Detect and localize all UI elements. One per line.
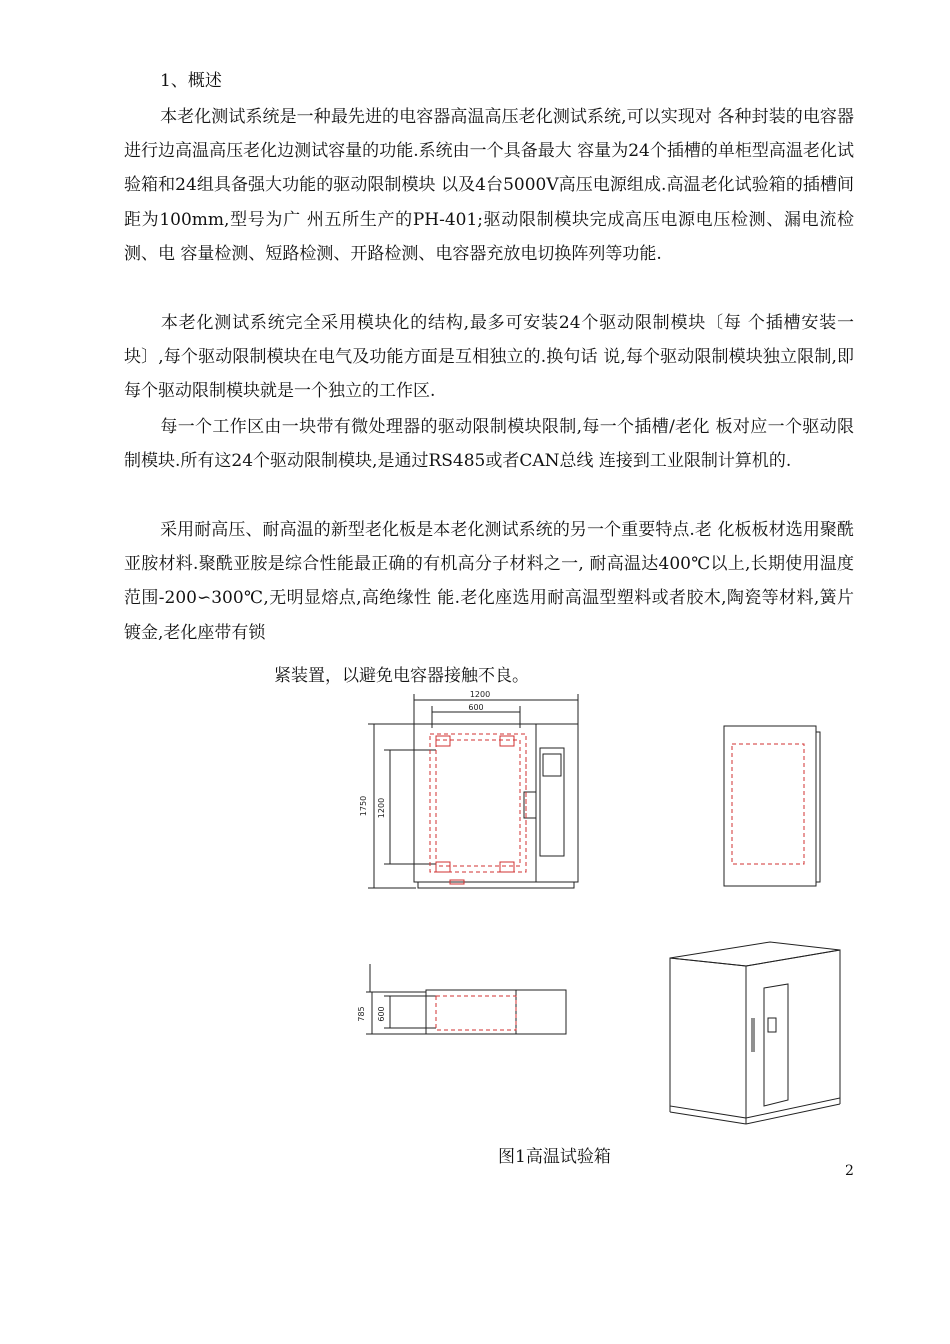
dim-depth-inner: 600 [377,1006,386,1022]
front-view-chamber-outline [430,734,526,872]
dim-height-outer: 1750 [359,795,368,817]
top-view-drawing [366,964,566,1034]
paragraph-overview: 本老化测试系统是一种最先进的电容器高温高压老化测试系统,可以实现对 各种封装的电容器进行边高温高压老化边测试容量的功能.系统由一个具备最大 容量为24个插槽的单柜型高温老化试验箱和24组具备强大功能的驱动限制模块 以及4台5000V高压电源组成.高温老化试验箱的插槽间距为100mm,型号为广 州五所生产的PH-401;驱动限制模块完成高压电源电压检测、漏电流检测、电 容量检测、短路检测、开路检测、电容器充放电切换阵列等功能. [124,107,854,264]
section-heading: 1、概述 [160,71,222,91]
isometric-view-drawing [670,942,840,1124]
page-number: 2 [845,1163,854,1179]
dim-width-outer: 1200 [469,690,491,699]
dim-height-inner: 1200 [377,797,386,819]
top-view-chamber-outline [436,996,516,1030]
chamber-drawing-figure [340,688,860,1136]
side-view-drawing [724,726,820,886]
side-view-chamber-outline [732,744,804,864]
paragraph-modular: 本老化测试系统完全采用模块化的结构,最多可安装24个驱动限制模块〔每 个插槽安装一块〕,每个驱动限制模块在电气及功能方面是互相独立的.换句话 说,每个驱动限制模块独立限制,即每个驱动限制模块就是一个独立的工作区. [124,313,854,402]
figure-caption: 图1高温试验箱 [498,1147,611,1167]
dim-depth-outer: 785 [357,1006,366,1022]
paragraph-tail-line: 紧装置，以避免电容器接触不良。 [274,666,529,686]
front-view-vents [436,736,514,884]
front-view-drawing [368,694,578,888]
paragraph-workzone: 每一个工作区由一块带有微处理器的驱动限制模块限制,每一个插槽/老化 板对应一个驱动限制模块.所有这24个驱动限制模块,是通过RS485或者CAN总线 连接到工业限制计算机的. [124,417,854,472]
dim-width-inner: 600 [468,703,484,712]
paragraph-burnin-board: 采用耐高压、耐高温的新型老化板是本老化测试系统的另一个重要特点.老 化板板材选用聚酰亚胺材料.聚酰亚胺是综合性能最正确的有机高分子材料之一, 耐高温达400℃以上,长期使用温度范围-200∽300℃,无明显熔点,高绝缘性 能.老化座选用耐高温型塑料或者胶木,陶瓷等材料,簧片镀金,老化座带有锁 [124,520,854,643]
